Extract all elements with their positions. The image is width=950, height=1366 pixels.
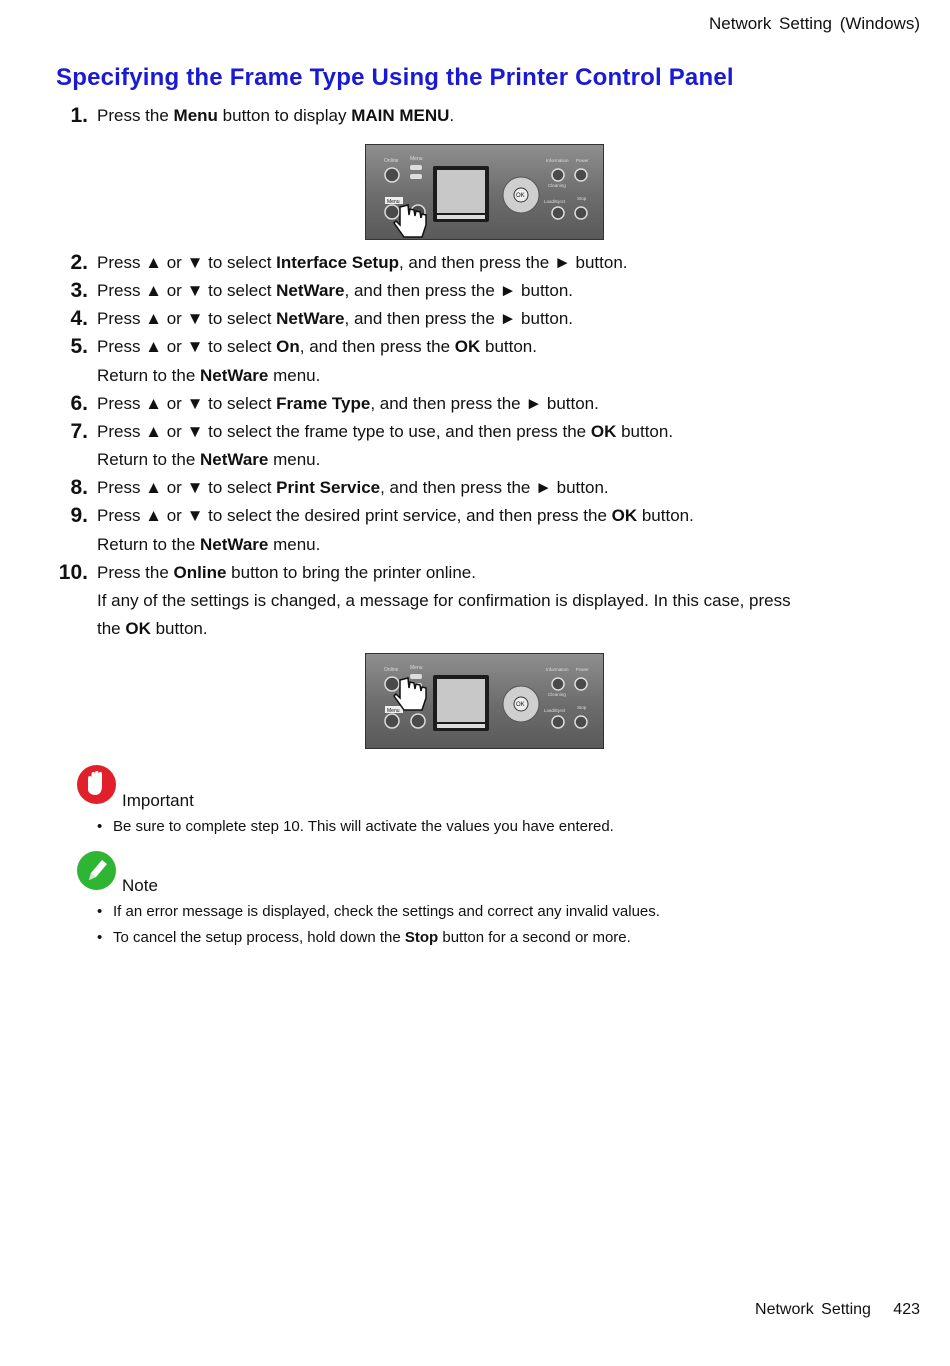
step-number: 6. [70, 392, 88, 415]
svg-text:OK: OK [516, 193, 525, 199]
svg-text:Stop: Stop [577, 196, 587, 201]
step-text: Press ▲ or ▼ to select NetWare, and then press the ► button. [97, 309, 574, 328]
control-panel-figure-online [365, 653, 604, 749]
step-number: 9. [70, 504, 88, 527]
svg-text:Cleaning: Cleaning [548, 183, 566, 188]
step-text: Press ▲ or ▼ to select the desired print service, and then press the OK button. [97, 506, 694, 525]
step-text: Press ▲ or ▼ to select Interface Setup, and then press the ► button. [97, 253, 628, 272]
online-button [385, 677, 399, 691]
page-footer [755, 1301, 920, 1319]
important-hand-icon [76, 764, 117, 805]
note-item: • To cancel the setup process, hold down the Stop button for a second or more. [97, 929, 631, 946]
svg-text:Cleaning: Cleaning [548, 692, 566, 697]
step-text: Press ▲ or ▼ to select NetWare, and then press the ► button. [97, 281, 574, 300]
page-title: Specifying the Frame Type Using the Printer Control Panel [56, 64, 734, 91]
footer-section: Network Setting [755, 1301, 871, 1318]
important-item: • Be sure to complete step 10. This will activate the values you have entered. [97, 818, 614, 835]
svg-text:Load/Eject: Load/Eject [544, 199, 566, 204]
svg-text:Stop: Stop [577, 705, 587, 710]
step-number: 10. [58, 561, 88, 584]
step-9-result: Return to the NetWare menu. [97, 535, 321, 554]
online-label: Online [384, 158, 399, 164]
step-number: 2. [70, 251, 88, 274]
step-number: 3. [70, 279, 88, 302]
step-number: 1. [70, 104, 88, 127]
load-eject-button [552, 207, 564, 219]
step-text: Press ▲ or ▼ to select the frame type to use, and then press the OK button. [97, 422, 674, 441]
back-button [411, 714, 425, 728]
online-button [385, 168, 399, 182]
step-number: 5. [70, 335, 88, 358]
svg-text:Power: Power [576, 667, 589, 672]
step-text: Press ▲ or ▼ to select On, and then press the OK button. [97, 337, 537, 356]
svg-text:OK: OK [516, 702, 525, 708]
control-panel-illustration [366, 654, 604, 749]
step-text: Press ▲ or ▼ to select Print Service, and then press the ► button. [97, 478, 609, 497]
control-panel-figure-menu [365, 144, 604, 240]
important-heading: Important [122, 791, 194, 810]
note-pencil-icon [76, 850, 117, 891]
step-number: 8. [70, 476, 88, 499]
svg-text:Power: Power [576, 158, 589, 163]
step-10-detail-line-2: the OK button. [97, 619, 208, 638]
svg-text:Information: Information [546, 667, 569, 672]
indicator-1 [410, 165, 422, 170]
svg-text:Menu: Menu [387, 199, 400, 205]
menu-small-label: Menu [410, 156, 423, 162]
step-7-result: Return to the NetWare menu. [97, 450, 321, 469]
page-number: 423 [893, 1301, 920, 1318]
running-header: Network Setting (Windows) [708, 14, 920, 33]
indicator-2 [410, 174, 422, 179]
svg-text:Online: Online [384, 667, 399, 673]
note-item: • If an error message is displayed, check the settings and correct any invalid values. [97, 903, 660, 920]
svg-text:Menu: Menu [387, 708, 400, 714]
step-5-result: Return to the NetWare menu. [97, 366, 321, 385]
display-screen [437, 170, 485, 213]
step-text: Press ▲ or ▼ to select Frame Type, and then press the ► button. [97, 394, 599, 413]
step-number: 7. [70, 420, 88, 443]
display-strip [437, 215, 485, 219]
power-button [575, 169, 587, 181]
information-button [552, 169, 564, 181]
svg-text:Information: Information [546, 158, 569, 163]
step-text: Press the Menu button to display MAIN MENU. [97, 106, 455, 125]
svg-text:Load/Eject: Load/Eject [544, 708, 566, 713]
step-10-detail-line-1: If any of the settings is changed, a message for confirmation is displayed. In this case, press [97, 591, 791, 610]
note-heading: Note [122, 876, 158, 895]
control-panel-illustration [366, 145, 604, 240]
menu-button [385, 714, 399, 728]
step-number: 4. [70, 307, 88, 330]
svg-text:Menu: Menu [410, 665, 423, 671]
menu-button [385, 205, 399, 219]
step-text: Press the Online button to bring the printer online. [97, 563, 476, 582]
stop-button [575, 207, 587, 219]
